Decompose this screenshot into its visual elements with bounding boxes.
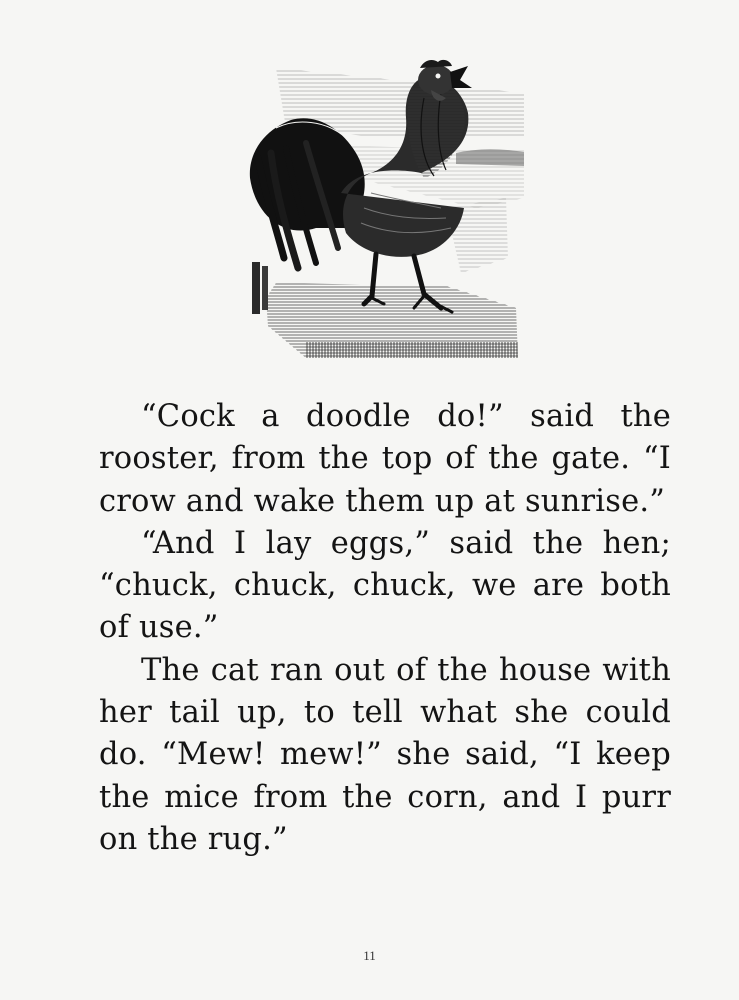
rooster-illustration — [246, 58, 524, 360]
rooster-engraving-image — [246, 58, 524, 360]
page-number: 11 — [363, 948, 376, 963]
paragraph-rooster: “Cock a doodle do!” said the rooster, from the top of the gate. “I crow and wake them up at sunrise.” — [99, 399, 671, 519]
paragraph-hen: “And I lay eggs,” said the hen; “chuck, chuck, chuck, we are both of use.” — [99, 525, 671, 646]
story-text — [99, 396, 671, 861]
paragraph-cat: The cat ran out of the house with her tail up, to tell what she could do. “Mew! mew!” she said, “I keep the mice from the corn, and I purr on the rug.” — [99, 652, 671, 857]
